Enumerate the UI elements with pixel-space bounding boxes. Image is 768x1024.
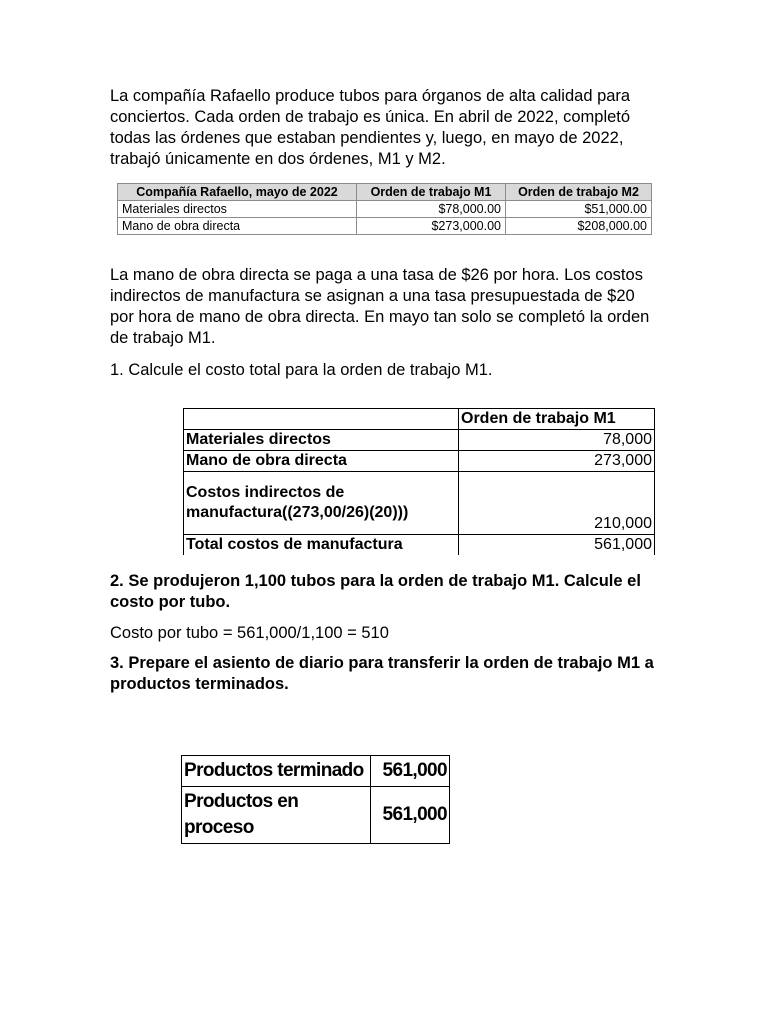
table-cell: Costos indirectos de manufactura((273,00/26)(20))) — [184, 472, 459, 535]
table-cell: Productos en proceso — [182, 787, 371, 844]
table-cell: Materiales directos — [118, 201, 357, 218]
question-3 — [110, 653, 655, 695]
table-cell: $273,000.00 — [357, 218, 506, 235]
table-row — [184, 430, 655, 451]
table-header: Compañía Rafaello, mayo de 2022 — [118, 184, 357, 201]
table-header: Orden de trabajo M1 — [357, 184, 506, 201]
journal-table — [181, 755, 450, 844]
table-cell: Total costos de manufactura — [184, 535, 459, 556]
table-cell: 561,000 — [371, 756, 450, 787]
table-row — [184, 535, 655, 556]
table-row — [118, 218, 652, 235]
table-cell: $208,000.00 — [506, 218, 652, 235]
table-header — [184, 409, 459, 430]
table-cell: Productos terminado — [182, 756, 371, 787]
table-cell: Mano de obra directa — [118, 218, 357, 235]
intro-paragraph — [110, 86, 655, 170]
table-header-row — [118, 184, 652, 201]
table-header: Orden de trabajo M1 — [459, 409, 655, 430]
table-cell: Mano de obra directa — [184, 451, 459, 472]
question-2-text: 2. Se produjeron 1,100 tubos para la orden de trabajo M1. Calcule el costo por tubo. — [110, 572, 641, 611]
table-header-row — [184, 409, 655, 430]
table-cell: $51,000.00 — [506, 201, 652, 218]
table-cell: Materiales directos — [184, 430, 459, 451]
answer-2-text: Costo por tubo = 561,000/1,100 = 510 — [110, 624, 389, 642]
table-row — [118, 201, 652, 218]
cost-table — [183, 408, 655, 555]
table-row — [184, 451, 655, 472]
table-row — [182, 787, 450, 844]
table-header: Orden de trabajo M2 — [506, 184, 652, 201]
table-cell: 273,000 — [459, 451, 655, 472]
question-2 — [110, 571, 655, 613]
question-1-text: 1. Calcule el costo total para la orden de trabajo M1. — [110, 361, 493, 379]
table-cell: 210,000 — [459, 472, 655, 535]
table-cell: 78,000 — [459, 430, 655, 451]
table-cell: 561,000 — [459, 535, 655, 556]
table-row — [182, 756, 450, 787]
rate-text: La mano de obra directa se paga a una tasa de $26 por hora. Los costos indirectos de manufactura se asignan a una tasa presupuestada de $20 por hora de mano de obra directa. En mayo tan solo se completó la orden de trabajo M1. — [110, 266, 650, 347]
table-row — [184, 472, 655, 535]
question-3-text: 3. Prepare el asiento de diario para transferir la orden de trabajo M1 a productos terminados. — [110, 654, 654, 693]
answer-2 — [110, 623, 655, 644]
data-table — [117, 183, 652, 235]
rate-paragraph — [110, 265, 655, 349]
table-cell: $78,000.00 — [357, 201, 506, 218]
question-1 — [110, 360, 655, 381]
intro-text: La compañía Rafaello produce tubos para órganos de alta calidad para conciertos. Cada orden de trabajo es única. En abril de 2022, completó todas las órdenes que estaban pendientes y, luego, en mayo de 2022, trabajó únicamente en dos órdenes, M1 y M2. — [110, 87, 631, 168]
table-cell: 561,000 — [371, 787, 450, 844]
